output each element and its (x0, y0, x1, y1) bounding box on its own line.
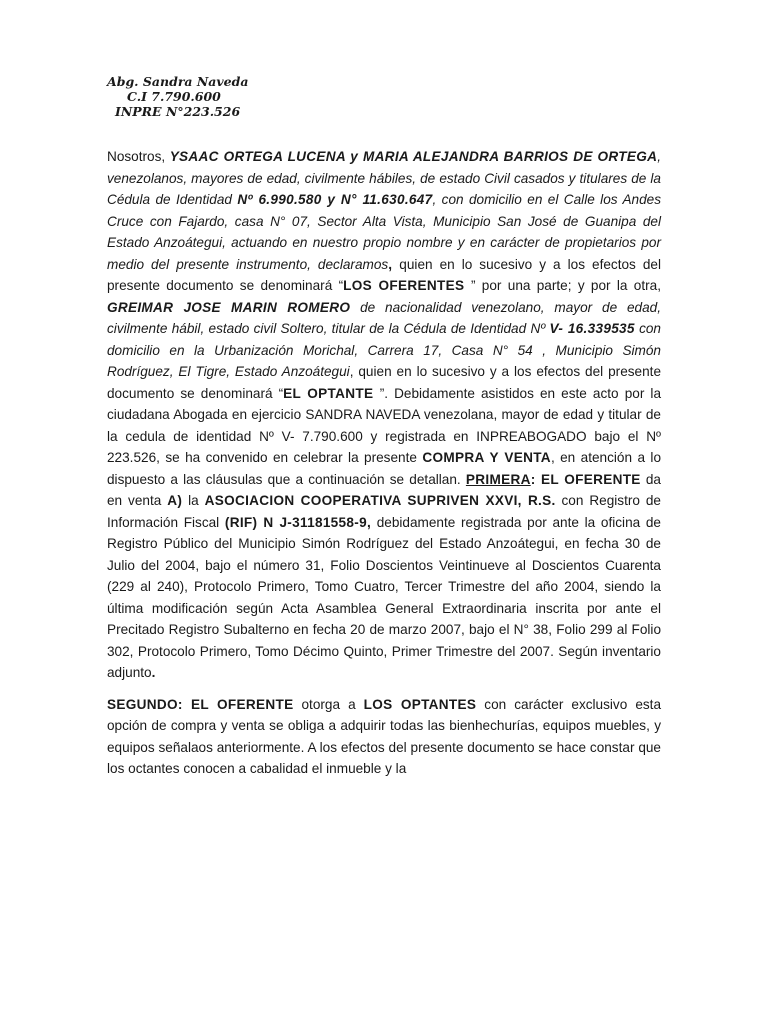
document-body (107, 146, 661, 780)
clause-primera-subject: : EL OFERENTE (530, 471, 641, 487)
lawyer-name: Abg. Sandra Naveda (107, 74, 249, 89)
parties-oferentes-names: YSAAC ORTEGA LUCENA y MARIA ALEJANDRA BARRIOS DE ORTEGA (169, 149, 658, 164)
text-run: quien en lo sucesivo y a los efectos del presente documento se denominará “ (107, 256, 661, 293)
optante-id-number: V- 16.339535 (549, 321, 635, 336)
lawyer-header (107, 74, 248, 119)
text-run: otorga a (293, 696, 364, 712)
compra-venta-term: COMPRA Y VENTA (422, 450, 551, 465)
item-label-a: A) (167, 493, 183, 508)
text-run: con carácter exclusivo esta opción de compra y venta se obliga a adquirir todas las bienhechurías, equipos muebles, y equipos señalaos anteriormente. A los efectos del presente documento se hace constar que los octantes conocen a cabalidad el inmueble y la (107, 696, 662, 776)
oferentes-id-numbers: Nº 6.990.580 y N° 11.630.647 (237, 192, 433, 207)
text-run: Nosotros, (107, 149, 170, 164)
text-run: , (388, 256, 393, 272)
cooperative-name: ASOCIACION COOPERATIVA SUPRIVEN XXVI, R.S. (204, 493, 556, 508)
paragraph-segundo (107, 694, 661, 780)
clause-segundo-heading: SEGUNDO: EL OFERENTE (107, 696, 294, 712)
text-run: con domicilio en la Urbanización Morichal, Carrera 17, Casa N° 54 , Municipio Simón Rodríguez, El Tigre, Estado Anzoátegui (107, 321, 661, 379)
text-run: de nacionalidad venezolano, mayor de edad, civilmente hábil, estado civil Soltero, titular de la Cédula de Identidad Nº (107, 299, 661, 336)
optante-name: GREIMAR JOSE MARIN ROMERO (107, 299, 351, 315)
rif-number: (RIF) N J-31181558-9, (224, 514, 372, 530)
lawyer-inpre: INPRE N°223.526 (115, 104, 241, 119)
optantes-term: LOS OPTANTES (363, 696, 477, 712)
paragraph-intro-primera (107, 146, 661, 684)
clause-primera-heading: PRIMERA (465, 471, 531, 487)
text-run: ”. Debidamente asistidos en este acto por la ciudadana Abogada en ejercicio SANDRA NAVEDA venezolana, mayor de edad y titular de la cedula de identidad Nº V- 7.790.600 y registrada en INPREABOGADO bajo el Nº 223.526, se ha convenido en celebrar la presente (107, 385, 661, 465)
lawyer-ci: C.I 7.790.600 (127, 89, 221, 104)
text-run: . (151, 665, 156, 680)
text-run: debidamente registrada por ante la oficina de Registro Público del Municipio Simón Rodríguez del Estado Anzoátegui, en fecha 30 de Julio del 2004, bajo el número 31, Folio Doscientos Veintinueve al Doscientos Cuarenta (229 al 240), Protocolo Primero, Tomo Cuatro, Tercer Trimestre del año 2004, siendo la última modificación según Acta Asamblea General Extraordinaria inscrita por ante el Precitado Registro Subalterno en fecha 20 de marzo 2007, bajo el N° 38, Folio 299 al Folio 302, Protocolo Primero, Tomo Décimo Quinto, Primer Trimestre del 2007. Según inventario adjunto (107, 514, 661, 680)
text-run: con Registro de Información Fiscal (107, 493, 661, 530)
optante-term: EL OPTANTE (283, 385, 380, 401)
text-run: ” por una parte; y por la otra, (470, 278, 661, 293)
text-run: da en venta (107, 471, 661, 508)
text-run: , con domicilio en el Calle los Andes Cruce con Fajardo, casa N° 07, Sector Alta Vista, Municipio San José de Guanipa del Estado Anzoátegui, actuando en nuestro propio nombre y en carácter de propietarios por medio del presente instrumento, declaramos (107, 192, 661, 272)
text-run: la (182, 493, 205, 508)
text-run: , quien en lo sucesivo y a los efectos del presente documento se denominará “ (107, 364, 662, 401)
text-run: , en atención a lo dispuesto a las cláusulas que a continuación se detallan. (107, 450, 662, 487)
text-run: , venezolanos, mayores de edad, civilmente hábiles, de estado Civil casados y titulares de la Cédula de Identidad (107, 149, 661, 207)
oferentes-term: LOS OFERENTES (343, 278, 471, 293)
